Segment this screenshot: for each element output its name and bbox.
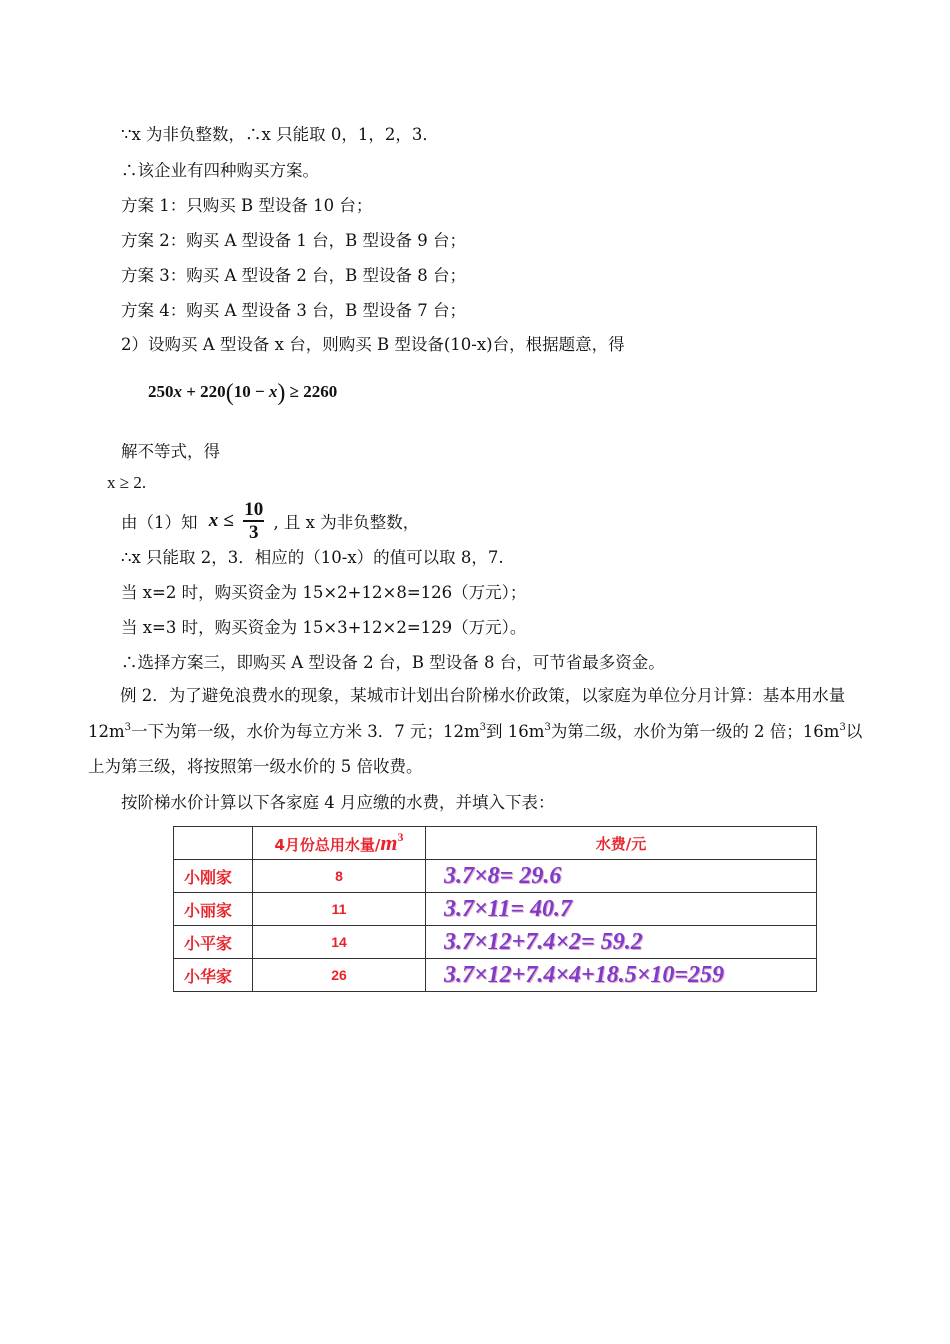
line-solve: 解不等式，得: [121, 442, 220, 461]
fraction-ten-thirds: $\frac{10}{3}$: [244, 499, 264, 543]
line-plan-3: 方案 3：购买 A 型设备 2 台，B 型设备 8 台；: [121, 266, 466, 285]
line-plan-4: 方案 4：购买 A 型设备 3 台，B 型设备 7 台；: [121, 301, 466, 320]
table-row: 小刚家 8 3.7×8= 29.6: [174, 860, 817, 893]
line-plan-2: 方案 2：购买 A 型设备 1 台，B 型设备 9 台；: [121, 231, 466, 250]
line-four-plans: ∴该企业有四种购买方案。: [121, 161, 319, 180]
line-x-values: ∴x 只能取 2，3．相应的（10-x）的值可以取 8，7.: [121, 548, 504, 567]
inequality-formula: 250x + 220(10 − x) ≥ 2260: [148, 380, 338, 406]
water-fee-table: [173, 826, 817, 992]
header-fee: 水费/元: [426, 827, 817, 860]
table-row: 小丽家 11 3.7×11= 40.7: [174, 893, 817, 926]
table-row: 小平家 14 3.7×12+7.4×2= 59.2: [174, 926, 817, 959]
line-nonneg: ∵x 为非负整数，∴x 只能取 0，1，2，3．: [121, 125, 439, 144]
table-instruction: 按阶梯水价计算以下各家庭 4 月应缴的水费，并填入下表：: [121, 793, 555, 812]
line-conclusion: ∴选择方案三，即购买 A 型设备 2 台，B 型设备 8 台，可节省最多资金。: [121, 653, 665, 672]
header-usage: 4月份总用水量$/m^3$: [253, 827, 426, 860]
example-2-paragraph: 例 2．为了避免浪费水的现象，某城市计划出台阶梯水价政策，以家庭为单位分月计算：基本用水量 $12m^3$一下为第一级，水价为每立方米 3．7 元；$12m^3$到 $16m^3$为第二级，水价为第一级的 2 倍；$16m^3$以上为第三级，将按照第一级水价的 5 倍收费。: [88, 686, 863, 776]
line-cost-x2: 当 x=2 时，购买资金为 15×2+12×8=126（万元）；: [121, 583, 527, 602]
table-row: 小华家 26 3.7×12+7.4×4+18.5×10=259: [174, 959, 817, 992]
line-from-part-1: 由（1）知 x ≤ $\frac{10}{3}$ , 且 x 为非负整数，: [121, 499, 420, 543]
line-part-2: 2）设购买 A 型设备 x 台，则购买 B 型设备(10-x)台，根据题意，得: [121, 335, 625, 354]
solution-result: x ≥ 2.: [107, 473, 147, 492]
table-header-row: [174, 827, 817, 860]
line-cost-x3: 当 x=3 时，购买资金为 15×3+12×2=129（万元）。: [121, 618, 527, 637]
line-plan-1: 方案 1：只购买 B 型设备 10 台；: [121, 196, 373, 215]
